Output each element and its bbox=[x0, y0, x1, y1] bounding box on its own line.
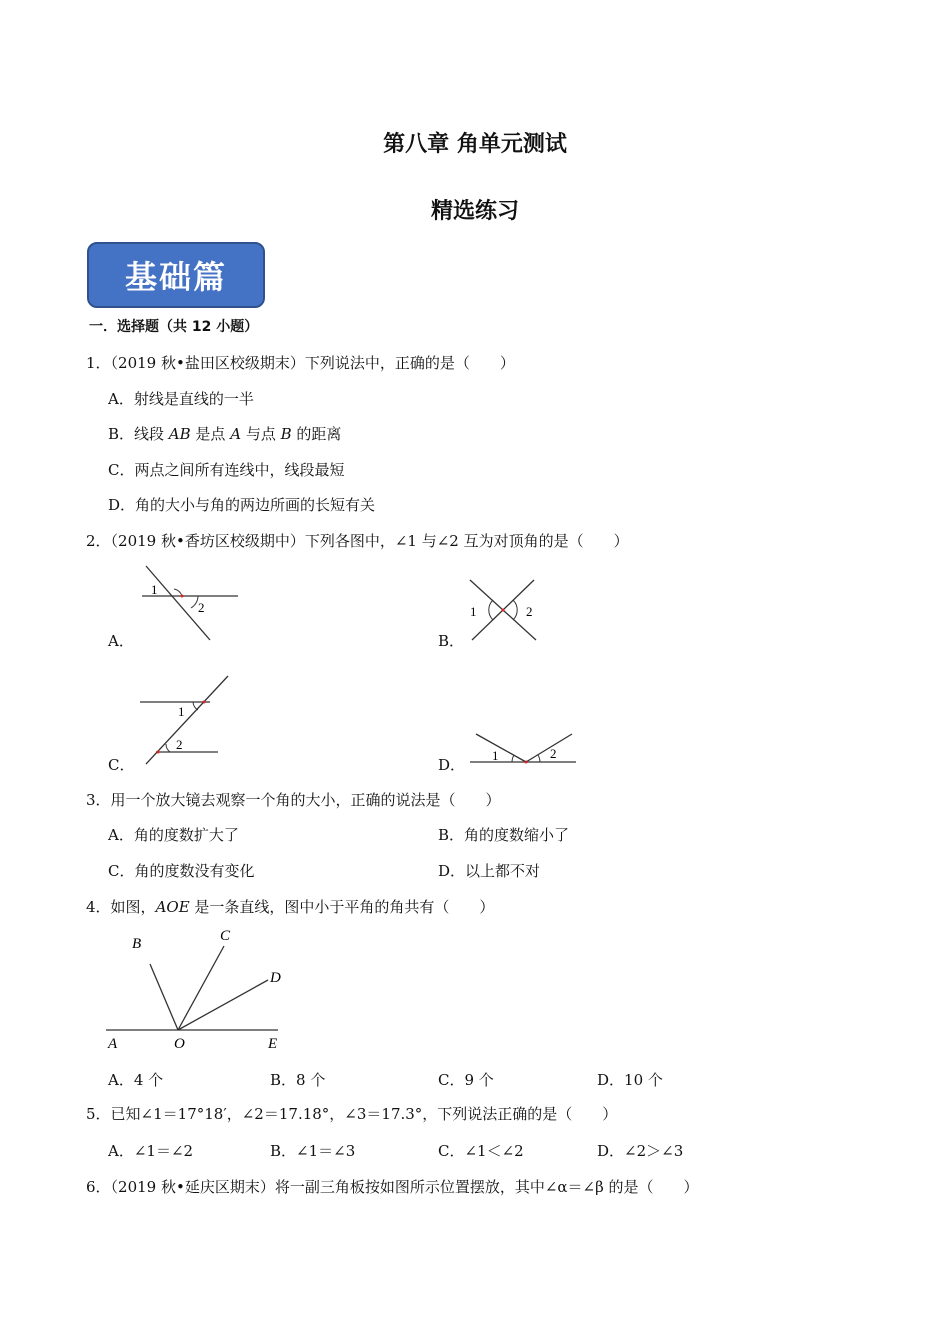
q2-option-d: D． bbox=[438, 756, 466, 774]
q4-option-b: B．8 个 bbox=[270, 1071, 326, 1089]
q4-option-d: D．10 个 bbox=[597, 1071, 663, 1089]
q4-label-a: A bbox=[108, 1036, 118, 1052]
q2-figure-b bbox=[466, 576, 542, 644]
question-6-number: 6． bbox=[86, 1178, 111, 1196]
q2c-vertex-dot-2 bbox=[157, 751, 160, 754]
q2a-label-1: 1 bbox=[151, 582, 158, 597]
q2a-arc-1 bbox=[174, 589, 182, 596]
q4-var-aoe: AOE bbox=[155, 898, 190, 916]
q3-option-d: D．以上都不对 bbox=[438, 862, 541, 880]
level-badge-label: 基础篇 bbox=[124, 258, 227, 296]
q5-option-d: D．∠2＞∠3 bbox=[597, 1142, 684, 1160]
q2d-arc-2 bbox=[538, 755, 540, 762]
q1-var-b: B bbox=[280, 425, 292, 443]
q5-option-a: A．∠1＝∠2 bbox=[108, 1142, 194, 1160]
q2d-left-ray bbox=[476, 734, 526, 762]
q2d-arc-1 bbox=[512, 755, 514, 762]
q1-option-b bbox=[108, 423, 341, 444]
q2d-label-2: 2 bbox=[550, 746, 557, 761]
question-5-stem: 已知∠1＝17°18′，∠2＝17.18°，∠3＝17.3°，下列说法正确的是（ ） bbox=[110, 1105, 618, 1123]
q4-figure bbox=[104, 924, 288, 1054]
q2-figure-d bbox=[468, 726, 580, 766]
q2a-label-2: 2 bbox=[198, 600, 205, 615]
q2-figure-a bbox=[138, 562, 242, 644]
q1-option-d: D．角的大小与角的两边所画的长短有关 bbox=[108, 496, 376, 514]
question-3 bbox=[86, 789, 501, 810]
q2-option-b: B． bbox=[438, 632, 465, 650]
q2-option-c: C． bbox=[108, 756, 135, 774]
q4-label-b: B bbox=[132, 936, 142, 952]
q1-option-b-prefix: B．线段 bbox=[108, 425, 169, 443]
q4-option-a: A．4 个 bbox=[108, 1071, 164, 1089]
question-2-number: 2． bbox=[86, 532, 111, 550]
question-5 bbox=[86, 1103, 617, 1124]
q3-option-b: B．角的度数缩小了 bbox=[438, 826, 570, 844]
question-1 bbox=[86, 352, 515, 373]
q2b-vertex-dot bbox=[502, 609, 505, 612]
question-4 bbox=[86, 896, 494, 917]
section-heading: 一．选择题（共 12 小题） bbox=[89, 319, 259, 335]
q2b-arc-1 bbox=[489, 600, 493, 620]
question-4-stem-prefix: 如图， bbox=[110, 898, 156, 916]
q3-option-c: C．角的度数没有变化 bbox=[108, 862, 255, 880]
q1-option-b-suffix: 的距离 bbox=[291, 425, 342, 443]
q2b-label-2: 2 bbox=[526, 604, 533, 619]
q4-ray-ob bbox=[150, 964, 178, 1030]
q2d-label-1: 1 bbox=[492, 748, 499, 763]
q1-option-b-mid2: 与点 bbox=[241, 425, 281, 443]
q1-var-ab: AB bbox=[168, 425, 191, 443]
q4-option-c: C．9 个 bbox=[438, 1071, 494, 1089]
q1-option-c: C．两点之间所有连线中，线段最短 bbox=[108, 461, 345, 479]
q2-option-a: A． bbox=[108, 632, 134, 650]
q2c-vertex-dot-1 bbox=[203, 701, 206, 704]
question-6-stem: （2019 秋•延庆区期末）将一副三角板按如图所示位置摆放，其中∠α＝∠β 的是（ ） bbox=[110, 1178, 699, 1196]
q2c-label-2: 2 bbox=[176, 737, 183, 752]
q4-label-e: E bbox=[268, 1036, 278, 1052]
question-4-stem-suffix: 是一条直线，图中小于平角的角共有（ ） bbox=[189, 898, 495, 916]
page-subtitle: 精选练习 bbox=[430, 199, 519, 224]
q4-label-o: O bbox=[174, 1036, 185, 1052]
q1-option-b-mid1: 是点 bbox=[190, 425, 231, 443]
q4-label-d: D bbox=[270, 970, 281, 986]
question-2 bbox=[86, 530, 629, 551]
question-3-stem: 用一个放大镜去观察一个角的大小，正确的说法是（ ） bbox=[110, 791, 501, 809]
question-1-number: 1． bbox=[86, 354, 111, 372]
question-4-number: 4． bbox=[86, 898, 111, 916]
q4-label-c: C bbox=[220, 928, 231, 944]
page-title: 第八章 角单元测试 bbox=[383, 132, 567, 157]
question-6 bbox=[86, 1176, 699, 1197]
q2b-label-1: 1 bbox=[470, 604, 477, 619]
level-badge bbox=[87, 242, 265, 308]
q2c-arc-2 bbox=[166, 744, 170, 752]
question-5-number: 5． bbox=[86, 1105, 111, 1123]
q2d-vertex-dot bbox=[525, 761, 528, 764]
q2b-arc-2 bbox=[513, 600, 517, 620]
q2a-arc-2 bbox=[191, 596, 198, 608]
q2-figure-c bbox=[138, 672, 234, 768]
q5-option-b: B．∠1＝∠3 bbox=[270, 1142, 356, 1160]
q2a-vertex-dot bbox=[181, 595, 184, 598]
question-3-number: 3． bbox=[86, 791, 111, 809]
q1-var-a: A bbox=[230, 425, 242, 443]
q1-option-a: A．射线是直线的一半 bbox=[108, 390, 254, 408]
question-2-stem: （2019 秋•香坊区校级期中）下列各图中，∠1 与∠2 互为对顶角的是（ ） bbox=[110, 532, 629, 550]
q3-option-a: A．角的度数扩大了 bbox=[108, 826, 239, 844]
q2c-label-1: 1 bbox=[178, 704, 185, 719]
question-1-stem: （2019 秋•盐田区校级期末）下列说法中，正确的是（ ） bbox=[110, 354, 515, 372]
q5-option-c: C．∠1＜∠2 bbox=[438, 1142, 524, 1160]
q2d-right-ray bbox=[526, 734, 572, 762]
